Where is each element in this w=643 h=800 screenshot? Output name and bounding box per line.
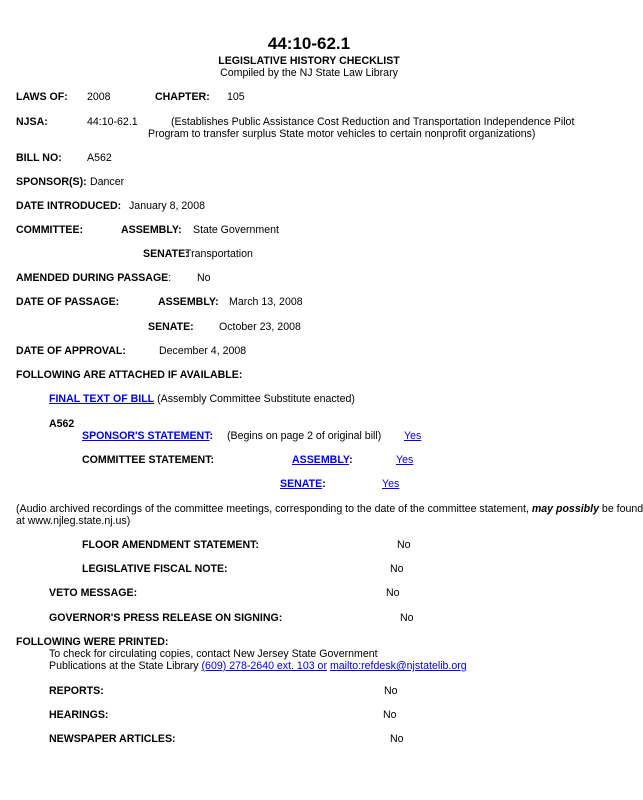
sponsors-value: Dancer: [90, 176, 125, 188]
fiscal-note-value: No: [390, 563, 404, 575]
reports-value: No: [384, 685, 398, 697]
date-introduced-value: January 8, 2008: [129, 200, 205, 212]
bill-no-label: BILL NO:: [16, 152, 62, 164]
passage-assembly-value: March 13, 2008: [229, 296, 303, 308]
press-release-label: GOVERNOR'S PRESS RELEASE ON SIGNING:: [49, 612, 283, 624]
attached-heading: FOLLOWING ARE ATTACHED IF AVAILABLE:: [16, 369, 243, 381]
floor-amendment-value: No: [397, 539, 411, 551]
date-of-passage-label: DATE OF PASSAGE:: [16, 296, 120, 308]
assembly-statement-link[interactable]: ASSEMBLY: [292, 454, 350, 466]
sponsor-statement-link[interactable]: SPONSOR'S STATEMENT: [82, 430, 210, 442]
floor-amendment-label: FLOOR AMENDMENT STATEMENT:: [82, 539, 259, 551]
amended-label: AMENDED DURING PASSAGE:: [16, 272, 172, 284]
veto-message-label: VETO MESSAGE:: [49, 587, 138, 599]
senate-statement-yes-link[interactable]: Yes: [382, 478, 400, 490]
hearings-value: No: [383, 709, 397, 721]
committee-senate-value: Transportation: [185, 248, 253, 260]
attached-bill: A562: [49, 418, 75, 430]
senate-statement-row: SENATE:: [280, 478, 326, 490]
page-subtitle: LEGISLATIVE HISTORY CHECKLIST: [218, 55, 400, 67]
senate-statement-link[interactable]: SENATE: [280, 478, 323, 490]
newspaper-label: NEWSPAPER ARTICLES:: [49, 733, 176, 745]
sponsor-statement-yes-link[interactable]: Yes: [404, 430, 422, 442]
assembly-statement-yes-link[interactable]: Yes: [396, 454, 414, 466]
final-text-note: (Assembly Committee Substitute enacted): [157, 393, 355, 405]
final-text-row: [49, 393, 355, 406]
press-release-value: No: [400, 612, 414, 624]
printed-line1: To check for circulating copies, contact New Jersey State Government: [49, 648, 378, 660]
date-of-approval-label: DATE OF APPROVAL:: [16, 345, 126, 357]
passage-assembly-label: ASSEMBLY:: [158, 296, 219, 308]
chapter-label: CHAPTER:: [155, 91, 210, 103]
compiled-by: Compiled by the NJ State Law Library: [220, 67, 398, 79]
passage-senate-label: SENATE:: [148, 321, 194, 333]
fiscal-note-label: LEGISLATIVE FISCAL NOTE:: [82, 563, 228, 575]
printed-heading: FOLLOWING WERE PRINTED:: [16, 636, 169, 648]
sponsors-label: SPONSOR(S):: [16, 176, 87, 188]
amended-value: No: [197, 272, 211, 284]
phone-link[interactable]: (609) 278-2640 ext. 103 or: [201, 660, 327, 672]
committee-assembly-value: State Government: [193, 224, 279, 236]
njsa-label: NJSA:: [16, 116, 48, 128]
veto-message-value: No: [386, 587, 400, 599]
sponsor-statement-row: SPONSOR'S STATEMENT:: [82, 430, 214, 442]
page-title: 44:10-62.1: [267, 34, 351, 53]
bill-no-value: A562: [87, 152, 112, 164]
assembly-statement-row: ASSEMBLY:: [292, 454, 353, 466]
committee-assembly-label: ASSEMBLY:: [121, 224, 182, 236]
njsa-value: 44:10-62.1: [87, 116, 138, 128]
reports-label: REPORTS:: [49, 685, 104, 697]
date-of-approval-value: December 4, 2008: [159, 345, 247, 357]
laws-of-value: 2008: [87, 91, 111, 103]
newspaper-value: No: [390, 733, 404, 745]
passage-senate-value: October 23, 2008: [219, 321, 301, 333]
sponsor-statement-note: (Begins on page 2 of original bill): [227, 430, 382, 442]
final-text-link[interactable]: FINAL TEXT OF BILL: [49, 393, 155, 405]
hearings-label: HEARINGS:: [49, 709, 109, 721]
njsa-description-line1: (Establishes Public Assistance Cost Reduction and Transportation Independence Pilot: [171, 116, 575, 128]
committee-label: COMMITTEE:: [16, 224, 84, 236]
date-introduced-label: DATE INTRODUCED:: [16, 200, 122, 212]
audio-note-line2: at www.njleg.state.nj.us): [16, 515, 131, 527]
printed-line2: Publications at the State Library (609) 278-2640 ext. 103 or mailto:refdesk@njstatelib.org: [49, 660, 467, 672]
chapter-value: 105: [227, 91, 245, 103]
committee-senate-label: SENATE:: [143, 248, 189, 260]
audio-note-line1: (Audio archived recordings of the committee meetings, corresponding to the date of the committee statement, may possibly be found: [16, 503, 643, 515]
laws-of-label: LAWS OF:: [16, 91, 68, 103]
njsa-description-line2: Program to transfer surplus State motor vehicles to certain nonprofit organizations): [148, 128, 536, 140]
email-link[interactable]: mailto:refdesk@njstatelib.org: [329, 660, 467, 672]
committee-statement-label: COMMITTEE STATEMENT:: [82, 454, 215, 466]
